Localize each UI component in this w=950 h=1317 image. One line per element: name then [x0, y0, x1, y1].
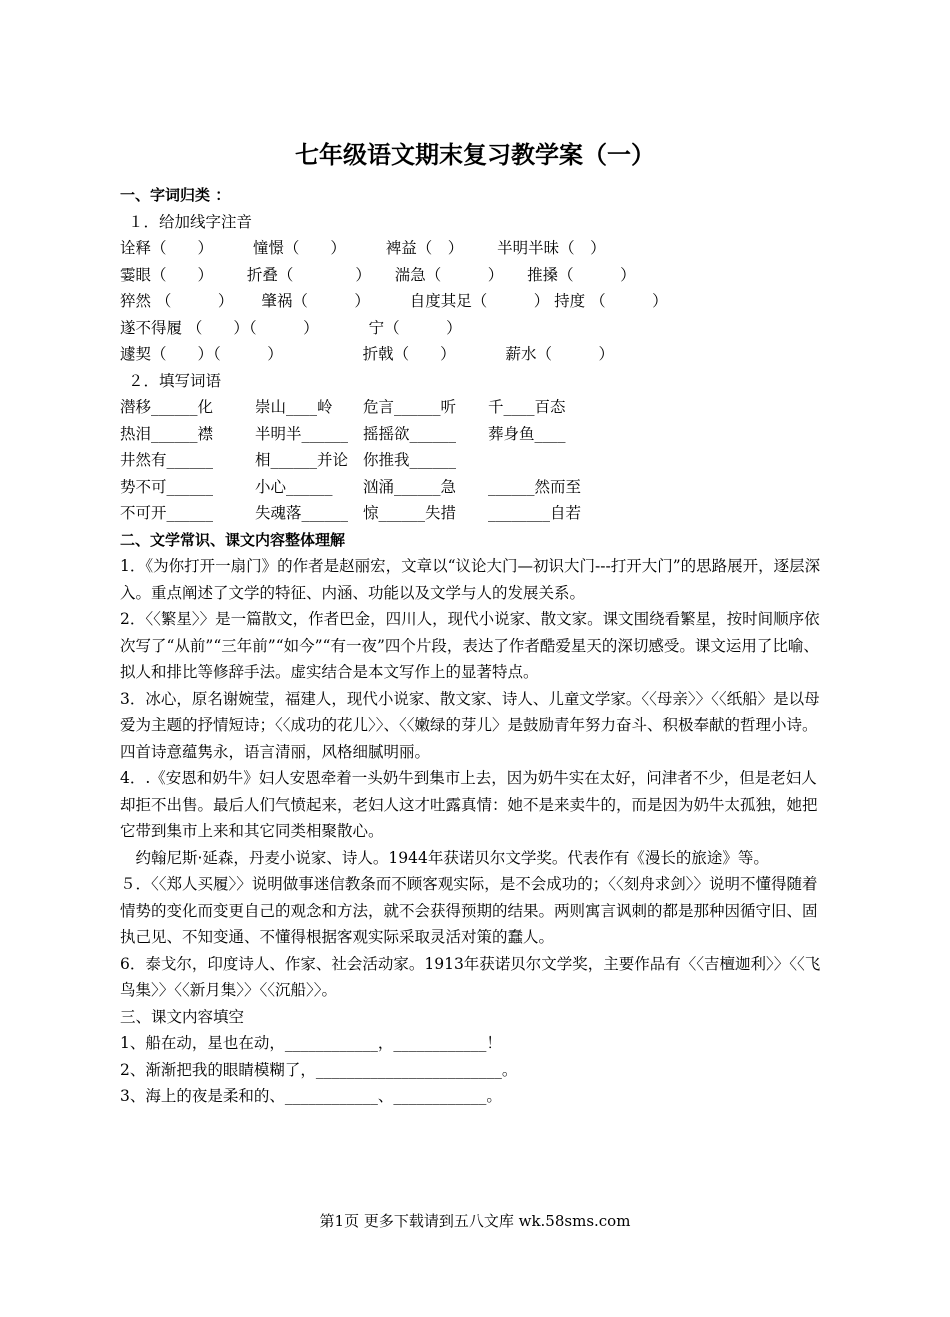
pinyin-item: 宁（ ） [368, 318, 462, 337]
page-title: 七年级语文期末复习教学案（一） [295, 141, 655, 169]
pinyin-item: 自度其足（ ） [409, 292, 550, 310]
section2-heading: 二、文学常识、课文内容整体理解 [120, 530, 346, 549]
fill-item: ________自若 [488, 504, 582, 522]
pinyin-item: 遽契（ ）（ ） [120, 345, 283, 363]
fill-item: 葬身鱼____ [488, 424, 566, 443]
section3-heading: 三、课文内容填空 [120, 1007, 245, 1026]
pinyin-row-4 [120, 315, 832, 342]
pinyin-item: 猝然 （ ） [120, 292, 234, 310]
fill-item: 潜移______化 [120, 398, 214, 416]
fill-row-5 [120, 500, 832, 527]
fill-item: 半明半______ [255, 424, 349, 443]
fill-item: 失魂落______ [255, 504, 349, 522]
paragraph: 1．《为你打开一扇门》的作者是赵丽宏，文章以“议论大门—初识大门---打开大门”的思路展开，逐层深入。重点阐述了文学的特征、内涵、功能以及文学与人的发展关系。 [120, 557, 821, 602]
fill-sentence: 1、船在动，星也在动，____________，____________！ [120, 1034, 502, 1052]
section1-heading: 一、字词归类 ： [120, 186, 231, 204]
fill-item: 热泪______襟 [120, 424, 214, 443]
pinyin-item: 折戟（ ） [362, 345, 456, 363]
fill-item: 摇摇欲______ [363, 424, 457, 443]
fill-item: 你推我______ [363, 451, 457, 469]
fill-item: 井然有______ [120, 451, 214, 469]
pinyin-item: 持度 （ ） [554, 292, 668, 310]
fill-row-2 [120, 421, 832, 448]
pinyin-item: 推搡（ ） [527, 265, 636, 284]
fill-item: 崇山____岭 [255, 398, 333, 416]
fill-sentence: 3、海上的夜是柔和的、____________、____________。 [120, 1087, 502, 1105]
section1-sub1: １．给加线字注音 [128, 212, 253, 231]
fill-item: 不可开______ [120, 504, 214, 522]
fill-item: 相______并论 [255, 451, 349, 469]
pinyin-item: 霎眼（ ） [120, 265, 214, 284]
fill-item: 惊______失措 [363, 504, 457, 522]
paragraph: 约翰尼斯·延森，丹麦小说家、诗人。1944年获诺贝尔文学奖。代表作有《漫长的旅途》等。 [120, 848, 769, 867]
page-footer: 第1页 更多下载请到五八文库 wk.58sms.com [319, 1212, 631, 1230]
section1-sub2: ２．填写词语 [128, 371, 222, 390]
pinyin-row-5 [120, 341, 832, 368]
pinyin-item: 裨益（ ） [385, 239, 464, 257]
pinyin-row-1 [120, 235, 832, 262]
pinyin-item: 湍急（ ） [394, 265, 504, 284]
fill-item [488, 447, 598, 474]
fill-item: 汹涌______急 [363, 477, 457, 496]
fill-item: 千____百态 [488, 398, 566, 416]
document-body [120, 182, 832, 1110]
pinyin-item: 半明半昧（ ） [497, 239, 606, 257]
paragraph: ５．〈〈郑人买履〉〉说明做事迷信教条而不顾客观实际，是不会成功的；〈〈刻舟求剑〉〉说明不懂得随着情势的变化而变更自己的观念和方法，就不会获得预期的结果。两则寓言讽刺的都是那种因循守旧、固执己见、不知变通、不懂得根据客观实际采取灵活对策的蠢人。 [120, 875, 818, 946]
pinyin-item: 折叠（ ） [246, 265, 371, 284]
paragraph: 6．泰戈尔，印度诗人、作家、社会活动家。1913年获诺贝尔文学奖，主要作品有〈〈吉檀迦利〉〉〈〈飞鸟集〉〉〈〈新月集〉〉〈〈沉船〉〉。 [120, 954, 821, 999]
pinyin-item: 憧憬（ ） [252, 239, 346, 257]
fill-sentence: 2、渐渐把我的眼睛模糊了，________________________。 [120, 1060, 518, 1079]
fill-item: 小心______ [255, 477, 333, 496]
fill-row-4 [120, 474, 832, 501]
paragraph: 3．冰心，原名谢婉莹，福建人，现代小说家、散文家、诗人、儿童文学家。〈〈母亲〉〉〈〈纸船〉是以母爱为主题的抒情短诗；〈〈成功的花儿〉〉、〈〈嫩绿的芽儿〉是鼓励青年努力奋斗、积极奉献的哲理小诗。四首诗意蕴隽永，语言清丽，风格细腻明丽。 [120, 689, 820, 761]
fill-item: ______然而至 [488, 477, 582, 496]
fill-item: 势不可______ [120, 477, 214, 496]
pinyin-item: 遂不得履 （ ）（ ） [120, 318, 319, 337]
pinyin-item: 诠释（ ） [120, 239, 214, 257]
paragraph: 2．〈〈繁星〉〉是一篇散文，作者巴金，四川人，现代小说家、散文家。课文围绕看繁星，按时间顺序依次写了“从前”“三年前”“如今”“有一夜”四个片段，表达了作者酷爱星天的深切感受。课文运用了比喻、拟人和排比等修辞手法。虚实结合是本文写作上的显著特点。 [120, 610, 820, 681]
fill-row-3 [120, 447, 832, 474]
fill-row-1 [120, 394, 832, 421]
paragraph: 4．.《安恩和奶牛》妇人安恩牵着一头奶牛到集市上去，因为奶牛实在太好，问津者不少，但是老妇人却拒不出售。最后人们气愤起来，老妇人这才吐露真情：她不是来卖牛的，而是因为奶牛太孤独，她把它带到集市上来和其它同类相聚散心。 [120, 769, 818, 840]
fill-item: 危言______听 [363, 398, 457, 416]
pinyin-item: 肇祸（ ） [261, 292, 370, 310]
pinyin-row-2 [120, 262, 832, 289]
pinyin-row-3 [120, 288, 832, 315]
pinyin-item: 薪水（ ） [505, 345, 615, 363]
